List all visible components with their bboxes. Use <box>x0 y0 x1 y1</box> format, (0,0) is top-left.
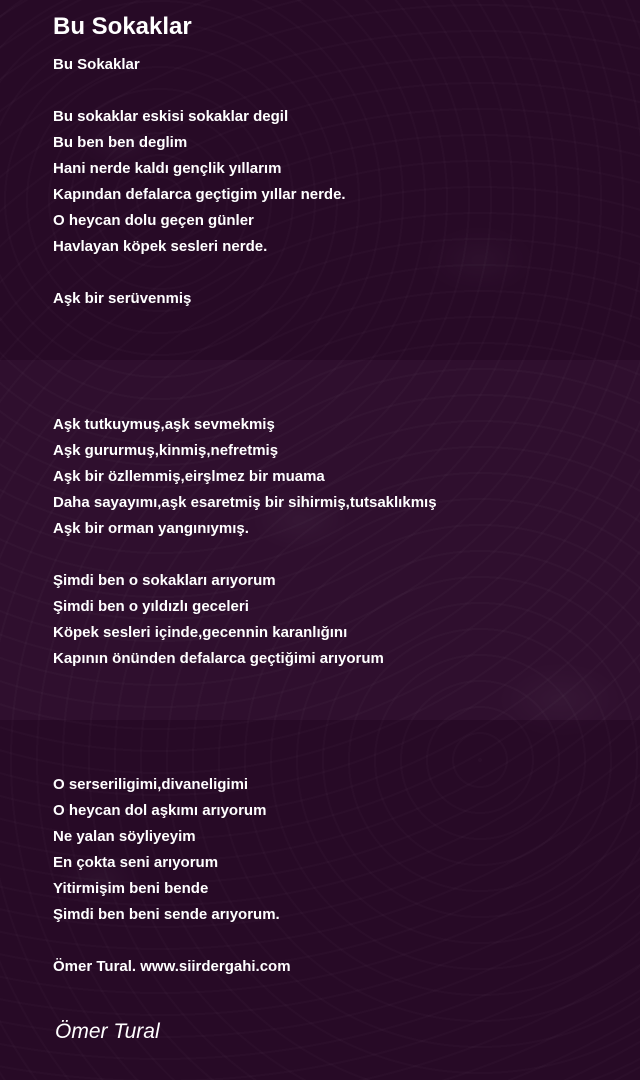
poem-line: Aşk bir serüvenmiş <box>53 290 192 307</box>
poem-line: Aşk tutkuymuş,aşk sevmekmiş <box>53 416 275 433</box>
poem-line: Bu ben ben deglim <box>53 134 188 151</box>
poem-line: O serseriligimi,divaneligimi <box>53 776 249 793</box>
poem-line: Yitirmişim beni bende <box>53 880 209 897</box>
poem-line: En çokta seni arıyorum <box>53 854 219 871</box>
poem-line: Aşk gururmuş,kinmiş,nefretmiş <box>53 442 279 459</box>
poem-credit: Ömer Tural. www.siirdergahi.com <box>53 958 291 975</box>
poem-line: O heycan dolu geçen günler <box>53 212 254 229</box>
poem-line: Şimdi ben o sokakları arıyorum <box>53 572 276 589</box>
poem-line: Aşk bir özllemmiş,eirşlmez bir muama <box>53 468 325 485</box>
poem-line: Hani nerde kaldı gençlik yıllarım <box>53 160 282 177</box>
poem-line: Daha sayayımı,aşk esaretmiş bir sihirmiş,tutsaklıkmış <box>53 494 437 511</box>
poem-line: Ne yalan söyliyeyim <box>53 828 196 845</box>
poem-line: Köpek sesleri içinde,gecennin karanlığını <box>53 624 348 641</box>
poem-line: Havlayan köpek sesleri nerde. <box>53 238 268 255</box>
poem-title: Bu Sokaklar <box>53 13 192 40</box>
poem-line: Bu sokaklar eskisi sokaklar degil <box>53 108 289 125</box>
poem-line: Şimdi ben o yıldızlı geceleri <box>53 598 249 615</box>
poem-line: Şimdi ben beni sende arıyorum. <box>53 906 280 923</box>
poem-line: Aşk bir orman yangınıymış. <box>53 520 249 537</box>
poem-line: O heycan dol aşkımı arıyorum <box>53 802 267 819</box>
poem-line: Kapından defalarca geçtigim yıllar nerde. <box>53 186 346 203</box>
author-signature: Ömer Tural <box>55 1020 160 1043</box>
poem-line: Kapının önünden defalarca geçtiğimi arıyorum <box>53 650 384 667</box>
poem-subtitle: Bu Sokaklar <box>53 56 140 73</box>
